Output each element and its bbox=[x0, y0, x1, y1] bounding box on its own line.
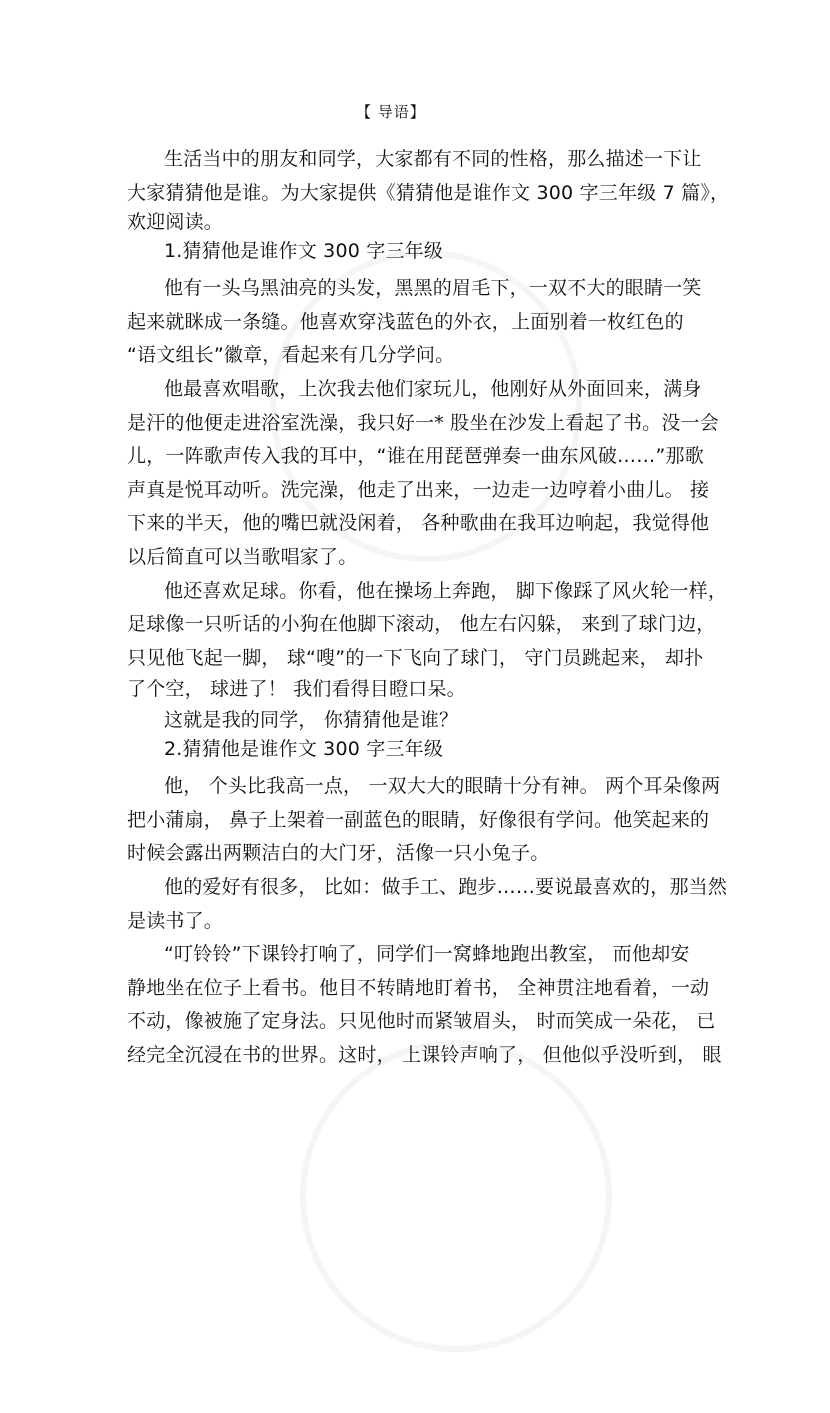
text-line: 把小蒲扇， 鼻子上架着一副蓝色的眼睛，好像很有学问。他笑起来的 bbox=[127, 809, 710, 831]
text-line: 了个空， 球进了！ 我们看得目瞪口呆。 bbox=[127, 678, 466, 700]
text-line: 足球像一只听话的小狗在他脚下滚动， 他左右闪躲， 来到了球门边， bbox=[127, 613, 716, 635]
text-line: 只见他飞起一脚， 球“嗖”的一下飞向了球门， 守门员跳起来， 却扑 bbox=[127, 647, 704, 669]
text-line: “语文组长”徽章，看起来有几分学问。 bbox=[127, 344, 455, 366]
text-line: 经完全沉浸在书的世界。这时， 上课铃声响了， 但他似乎没听到， 眼 bbox=[127, 1044, 722, 1066]
text-line: 是读书了。 bbox=[127, 910, 224, 932]
text-line: 大家猜猜他是谁。为大家提供《猜猜他是谁作文 300 字三年级 7 篇》， bbox=[127, 182, 730, 204]
text-line: 欢迎阅读。 bbox=[127, 211, 224, 233]
text-line: “叮铃铃”下课铃打响了，同学们一窝蜂地跑出教室， 而他却安 bbox=[164, 943, 690, 965]
text-line: 静地坐在位子上看书。他目不转睛地盯着书， 全神贯注地看着，一动 bbox=[127, 977, 710, 999]
page-title: 【 导语】 bbox=[356, 103, 426, 121]
text-line: 声真是悦耳动听。洗完澡，他走了出来，一边走一边哼着小曲儿。 接 bbox=[127, 479, 710, 501]
text-line: 他有一头乌黑油亮的头发，黑黑的眉毛下，一双不大的眼睛一笑 bbox=[164, 277, 702, 299]
text-line: 他还喜欢足球。你看，他在操场上奔跑， 脚下像踩了风火轮一样， bbox=[164, 580, 728, 602]
text-line: 生活当中的朋友和同学，大家都有不同的性格，那么描述一下让 bbox=[164, 148, 702, 170]
section-heading: 2.猜猜他是谁作文 300 字三年级 bbox=[164, 738, 444, 760]
text-line: 起来就眯成一条缝。他喜欢穿浅蓝色的外衣，上面别着一枚红色的 bbox=[127, 311, 684, 333]
text-line: 这就是我的同学， 你猜猜他是谁？ bbox=[164, 709, 459, 731]
text-line: 儿，一阵歌声传入我的耳中，“谁在用琵琶弹奏一曲东风破……”那歌 bbox=[127, 445, 704, 467]
text-line: 是汗的他便走进浴室洗澡，我只好一* 股坐在沙发上看起了书。没一会 bbox=[127, 412, 719, 434]
section-heading: 1.猜猜他是谁作文 300 字三年级 bbox=[164, 240, 444, 262]
text-line: 他的爱好有很多， 比如：做手工、跑步……要说最喜欢的，那当然 bbox=[164, 876, 728, 898]
text-line: 不动，像被施了定身法。只见他时而紧皱眉头， 时而笑成一朵花， 已 bbox=[127, 1010, 716, 1032]
text-line: 以后简直可以当歌唱家了。 bbox=[127, 546, 358, 568]
text-line: 他最喜欢唱歌，上次我去他们家玩儿，他刚好从外面回来，满身 bbox=[164, 378, 702, 400]
text-line: 他， 个头比我高一点， 一双大大的眼睛十分有神。 两个耳朵像两 bbox=[164, 775, 721, 797]
text-line: 时候会露出两颗洁白的大门牙，活像一只小兔子。 bbox=[127, 842, 550, 864]
text-line: 下来的半天，他的嘴巴就没闲着， 各种歌曲在我耳边响起，我觉得他 bbox=[127, 512, 710, 534]
